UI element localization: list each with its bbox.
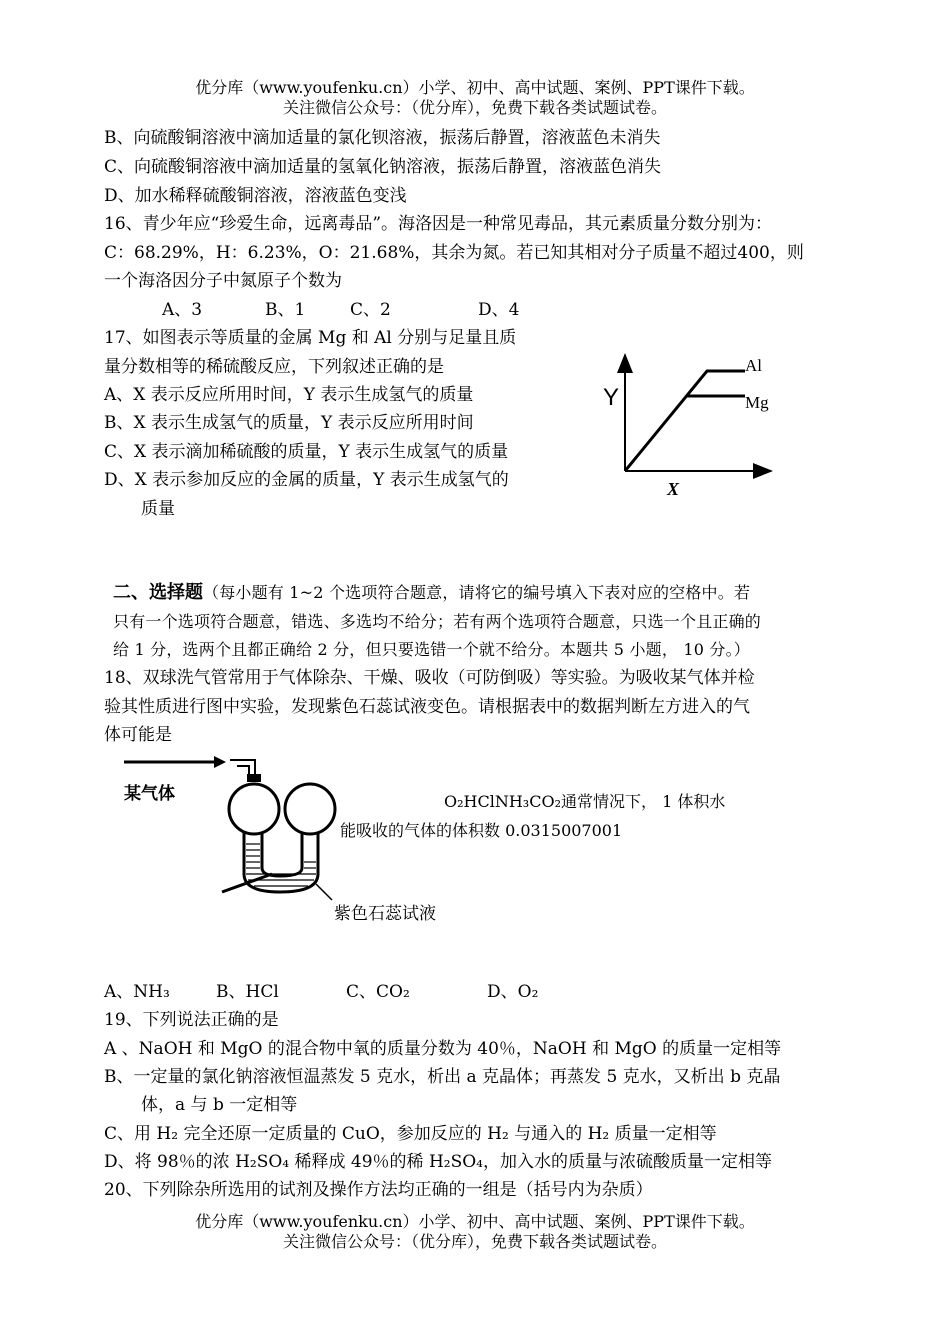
- q17-option-a: A、X 表示反应所用时间，Y 表示生成氢气的质量: [104, 385, 474, 405]
- q16-stem-1: 16、青少年应“珍爱生命，远离毒品”。海洛因是一种常见毒品，其元素质量分数分别为：: [104, 214, 773, 234]
- q16-option-d: D、4: [478, 300, 520, 320]
- q18-option-d: D、O₂: [487, 982, 539, 1002]
- right-bulb: [285, 784, 335, 834]
- al-line: [625, 371, 745, 471]
- q16-option-b: B、1: [265, 300, 306, 320]
- footer-line-2: 关注微信公众号：（优分库），免费下载各类试题试卷。: [282, 1232, 667, 1251]
- mg-label: Mg: [745, 393, 769, 412]
- q18-table-line-1: [444, 792, 725, 812]
- q20-stem: 20、下列除杂所选用的试剂及操作方法均正确的一组是（括号内为杂质）: [104, 1180, 653, 1200]
- q19-option-a: A 、NaOH 和 MgO 的混合物中氧的质量分数为 40％，NaOH 和 MgO 的质量一定相等: [104, 1039, 782, 1059]
- q18-stem-3: 体可能是: [104, 725, 172, 745]
- y-axis-label: Y: [603, 384, 620, 411]
- q17-option-b: B、X 表示生成氢气的质量，Y 表示反应所用时间: [104, 413, 474, 433]
- q18-stem-2: 验其性质进行图中实验，发现紫色石蕊试液变色。请根据表中的数据判断左方进入的气: [104, 697, 750, 717]
- q17-graph: [595, 345, 795, 505]
- gas-label: 某气体: [124, 784, 175, 804]
- al-label: Al: [745, 356, 762, 375]
- gas-flow-arrowhead: [214, 756, 226, 768]
- q18-option-b: B、HCl: [216, 982, 279, 1002]
- section-2-note-1: （每小题有 1~2 个选项符合题意，请将它的编号填入下表对应的空格中。若: [203, 583, 751, 602]
- stand-rod: [222, 874, 272, 892]
- q15-option-c: C、向硫酸铜溶液中滴加适量的氢氧化钠溶液，振荡后静置，溶液蓝色消失: [104, 157, 662, 177]
- q17-option-c: C、X 表示滴加稀硫酸的质量，Y 表示生成氢气的质量: [104, 442, 509, 462]
- q16-stem-2: C：68.29%，H：6.23%，O：21.68%，其余为氮。若已知其相对分子质量不超过400，则: [104, 243, 804, 263]
- footer-line-1: 优分库（www.youfenku.cn）小学、初中、高中试题、案例、PPT课件下载。: [195, 1212, 755, 1231]
- q16-option-c: C、2: [350, 300, 391, 320]
- section-2-note-3: 给 1 分，选两个且都正确给 2 分，但只要选错一个就不给分。本题共 5 小题， 10 分。）: [113, 640, 750, 659]
- section-2-heading: [113, 583, 750, 603]
- q19-option-b-1: B、一定量的氯化钠溶液恒温蒸发 5 克水，析出 a 克晶体；再蒸发 5 克水，又析出 b 克晶: [104, 1067, 781, 1087]
- section-2-title: 二、选择题: [113, 582, 203, 603]
- q15-option-d: D、加水稀释硫酸铜溶液，溶液蓝色变浅: [104, 186, 407, 206]
- q16-stem-3: 一个海洛因分子中氮原子个数为: [104, 271, 342, 291]
- q18-option-c: C、CO₂: [346, 982, 410, 1002]
- q19-option-c: C、用 H₂ 完全还原一定质量的 CuO，参加反应的 H₂ 与通入的 H₂ 质量一定相等: [104, 1124, 717, 1144]
- header-line-2: 关注微信公众号：（优分库），免费下载各类试题试卷。: [282, 98, 667, 117]
- leader-line: [316, 884, 332, 900]
- q18-option-a: A、NH₃: [104, 982, 170, 1002]
- q18-stem-1: 18、双球洗气管常用于气体除杂、干燥、吸收（可防倒吸）等实验。为吸收某气体并检: [104, 668, 755, 688]
- q18-table-desc: 通常情况下， 1 体积水: [560, 792, 726, 811]
- q15-option-b: B、向硫酸铜溶液中滴加适量的氯化钡溶液，振荡后静置，溶液蓝色未消失: [104, 128, 661, 148]
- q18-table-gases: O₂HClNH₃CO₂: [444, 792, 561, 811]
- q17-option-d-2: 质量: [141, 499, 175, 519]
- q18-table-line-2: 能吸收的气体的体积数 0.0315007001: [340, 821, 623, 840]
- q17-stem-1: 17、如图表示等质量的金属 Mg 和 Al 分别与足量且质: [104, 328, 517, 348]
- litmus-label: 紫色石蕊试液: [334, 904, 436, 924]
- q17-option-d-1: D、X 表示参加反应的金属的质量，Y 表示生成氢气的: [104, 470, 509, 490]
- section-2-note-2: 只有一个选项符合题意，错选、多选均不给分；若有两个选项符合题意，只选一个且正确的: [113, 612, 762, 631]
- left-bulb: [229, 784, 279, 834]
- header-line-1: 优分库（www.youfenku.cn）小学、初中、高中试题、案例、PPT课件下载。: [195, 78, 755, 97]
- q17-stem-2: 量分数相等的稀硫酸反应，下列叙述正确的是: [104, 357, 444, 377]
- q19-option-b-2: 体，a 与 b 一定相等: [141, 1095, 298, 1115]
- q19-option-d: D、将 98％的浓 H₂SO₄ 稀释成 49％的稀 H₂SO₄，加入水的质量与浓硫酸质量一定相等: [104, 1152, 772, 1172]
- q18-apparatus: [110, 752, 360, 922]
- q19-stem: 19、下列说法正确的是: [104, 1010, 279, 1030]
- x-axis-label: X: [667, 479, 680, 499]
- q16-option-a: A、3: [162, 300, 203, 320]
- stopper: [247, 774, 261, 782]
